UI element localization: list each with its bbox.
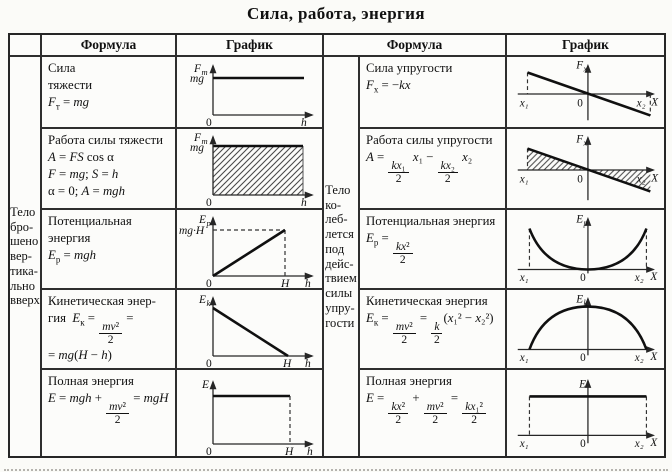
y-axis-label: F	[576, 133, 584, 146]
x1-label: x₁	[519, 173, 529, 186]
y-axis-label: F	[194, 132, 202, 144]
y-axis-label: E	[202, 379, 210, 391]
page-title: Сила, работа, энергия	[247, 4, 425, 23]
y-axis-sub: k	[583, 298, 588, 308]
y-axis-label: E	[576, 213, 584, 226]
x-axis-label: X	[650, 271, 658, 284]
x-axis-label: h	[305, 278, 311, 288]
y-axis-sub: p	[583, 218, 588, 228]
origin-label: 0	[206, 278, 212, 288]
x1-label: x₁	[519, 352, 529, 365]
y-axis-sub: x	[583, 64, 588, 74]
scan-artifact-dashes	[4, 469, 668, 471]
graph-gravity-potential	[177, 210, 324, 290]
origin-label: 0	[206, 197, 212, 208]
x-axis-label: h	[301, 117, 307, 127]
x2-label: x₂	[634, 438, 644, 451]
x1-label: x₁	[519, 438, 529, 451]
x-axis-label: X	[651, 172, 659, 185]
side-label-oscillates: Тело ко- леб- лется под дейс- твием силы упру- гости	[324, 57, 360, 456]
cell-elastic-work-formula: Работа силы упругости A = $\frac{\text{kx₁}}{2}$ x₁ − $\frac{\text{kx₂}}{2}$ x₂	[360, 129, 507, 210]
graph-elastic-potential	[507, 210, 664, 290]
y-axis-sub: x	[583, 138, 588, 148]
x-axis-label: h	[307, 446, 313, 456]
graph-gravity-total	[177, 370, 324, 456]
x-mark-label: H	[285, 446, 294, 456]
cell-gravity-work-formula: Работа силы тяжести A = FS cos α F = mg; S = h α = 0; A = mgh	[42, 129, 177, 210]
header-spacer	[10, 35, 42, 57]
y-axis-sub: т	[201, 136, 208, 146]
physics-table	[8, 33, 666, 458]
y-value-label: mg·H	[179, 225, 205, 237]
y-axis-label: F	[194, 63, 202, 75]
origin-label: 0	[206, 117, 212, 127]
x-axis-label: X	[650, 351, 658, 364]
header-graph-right: График	[507, 35, 664, 57]
graph-elastic-total	[507, 370, 664, 456]
x1-label: x₁	[519, 272, 529, 285]
y-axis-label: E	[199, 214, 207, 226]
y-axis-sub: p	[206, 218, 211, 228]
y-axis-label: E	[576, 293, 584, 306]
graph-gravity-kinetic	[177, 290, 324, 370]
side-label-thrown-upward: Тело бро- шено вер- тика- льно вверх	[10, 57, 42, 456]
y-value-label: mg	[190, 73, 205, 85]
graph-elastic-kinetic	[507, 290, 664, 370]
cell-gravity-force-formula: Сила тяжести $F_т$ = mg	[42, 57, 177, 129]
x2-label: x₂	[634, 352, 644, 365]
cell-elastic-force-formula: Сила упругости $F_x = -kx$	[360, 57, 507, 129]
origin-label: 0	[580, 352, 586, 365]
origin-label: 0	[580, 438, 586, 451]
cell-elastic-total-formula: Полная энергия E = $\frac{\text{kx²}}{2}$ + $\frac{\text{mv²}}{2}$ = $\frac{\text{kx₁²}}{2}$	[360, 370, 507, 456]
x-axis-label: h	[305, 358, 311, 368]
y-axis-label: E	[579, 378, 587, 391]
y-axis-sub: т	[201, 67, 208, 77]
cell-elastic-potential-formula: Потенциальная энергия $E_р$ = $\frac{\text{kx²}}{2}$	[360, 210, 507, 290]
graph-elastic-force	[507, 57, 664, 129]
origin-label: 0	[580, 272, 586, 285]
graph-elastic-work	[507, 129, 664, 210]
cell-gravity-kinetic-formula: Кинетическая энер- гия $E_к$ = $\frac{\text{mv²}}{2}$ = = mg(H − h)	[42, 290, 177, 370]
y-axis-label: E	[199, 294, 207, 306]
x-axis-label: X	[650, 437, 658, 450]
header-graph-left: График	[177, 35, 324, 57]
x-mark-label: H	[283, 358, 292, 368]
x-axis-label: h	[301, 197, 307, 208]
origin-label: 0	[577, 173, 583, 186]
x2-label: x₂	[636, 173, 646, 186]
cell-gravity-total-formula: Полная энергия E = mgh + $\frac{\text{mv²}}{2}$ = mgH	[42, 370, 177, 456]
x2-label: x₂	[636, 97, 646, 110]
graph-gravity-force	[177, 57, 324, 129]
cell-elastic-kinetic-formula: Кинетическая энергия $E_к$ = $\frac{\text{mv²}}{2}$ = $\frac{k}{2}$ (x₁² − x₂²)	[360, 290, 507, 370]
graph-gravity-work	[177, 129, 324, 210]
y-axis-label: F	[576, 59, 584, 72]
origin-label: 0	[206, 358, 212, 368]
x1-label: x₁	[519, 97, 529, 110]
origin-label: 0	[577, 97, 583, 110]
y-axis-sub: k	[206, 298, 211, 308]
x-axis-label: X	[651, 96, 659, 109]
x-mark-label: H	[281, 278, 290, 288]
origin-label: 0	[206, 446, 212, 456]
y-value-label: mg	[190, 142, 205, 154]
x2-label: x₂	[634, 272, 644, 285]
header-formula-left: Формула	[42, 35, 177, 57]
header-formula-right: Формула	[324, 35, 507, 57]
cell-gravity-potential-formula: Потенциальная энергия $E_р$ = mgh	[42, 210, 177, 290]
